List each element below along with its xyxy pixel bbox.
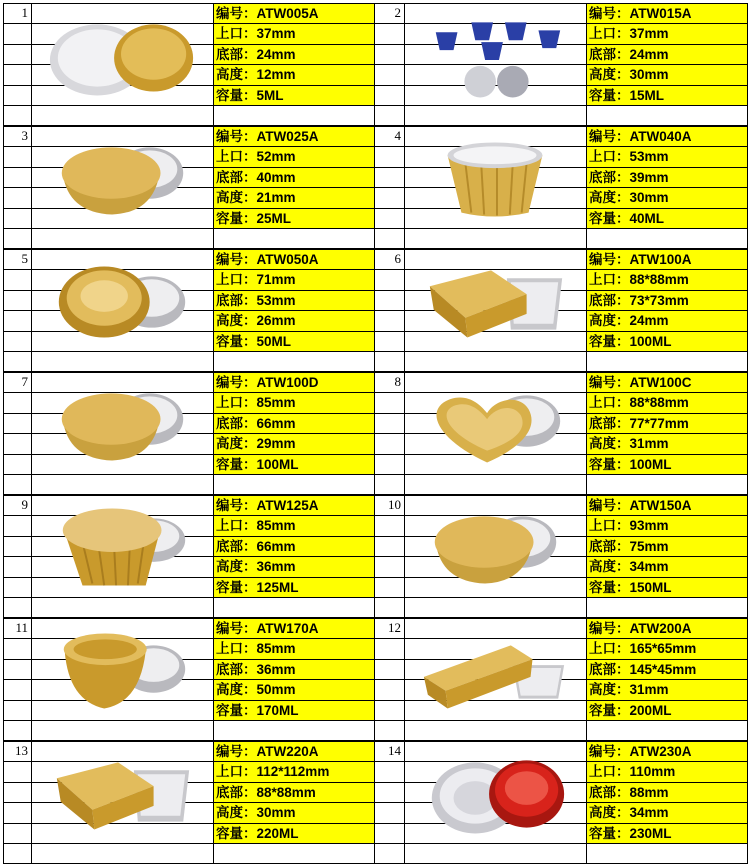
spec-bottom-diameter: 底部：88mm [587, 783, 747, 802]
spec-height: 高度：30mm [587, 65, 747, 85]
product-image [416, 132, 574, 224]
product-image [43, 747, 201, 839]
spec-capacity: 容量：100ML [587, 455, 747, 474]
grid-line [3, 843, 748, 844]
item-number: 1 [21, 5, 28, 20]
item-number: 13 [15, 743, 28, 758]
spec-capacity: 容量：100ML [214, 455, 374, 474]
spec-height: 高度：31mm [587, 434, 747, 454]
spec-code: 编号：ATW005A [214, 4, 374, 23]
grid-line [3, 105, 748, 106]
product-image [416, 747, 574, 839]
spec-capacity: 容量：200ML [587, 701, 747, 720]
item-number: 14 [388, 743, 401, 758]
spec-top-diameter: 上口：85mm [214, 516, 374, 536]
item-number: 4 [394, 128, 401, 143]
spec-bottom-diameter: 底部：24mm [587, 45, 747, 64]
spec-bottom-diameter: 底部：66mm [214, 537, 374, 556]
spec-top-diameter: 上口：37mm [587, 24, 747, 44]
item-number: 3 [21, 128, 28, 143]
spec-top-diameter: 上口：112*112mm [214, 762, 374, 782]
grid-line [3, 228, 748, 229]
item-number: 9 [21, 497, 28, 512]
spec-code: 编号：ATW025A [214, 127, 374, 146]
product-image [416, 255, 574, 347]
spec-top-diameter: 上口：37mm [214, 24, 374, 44]
item-number: 10 [388, 497, 401, 512]
product-image [416, 378, 574, 470]
grid-line [404, 3, 405, 864]
spec-bottom-diameter: 底部：145*45mm [587, 660, 747, 679]
spec-capacity: 容量：5ML [214, 86, 374, 105]
spec-bottom-diameter: 底部：77*77mm [587, 414, 747, 433]
spec-capacity: 容量：25ML [214, 209, 374, 228]
spec-code: 编号：ATW125A [214, 496, 374, 515]
spec-capacity: 容量：125ML [214, 578, 374, 597]
spec-top-diameter: 上口：85mm [214, 639, 374, 659]
item-number: 8 [394, 374, 401, 389]
spec-height: 高度：26mm [214, 311, 374, 331]
spec-code: 编号：ATW200A [587, 619, 747, 638]
item-number: 6 [394, 251, 401, 266]
spec-code: 编号：ATW100A [587, 250, 747, 269]
item-number: 11 [15, 620, 28, 635]
grid-line [3, 597, 748, 598]
spec-code: 编号：ATW220A [214, 742, 374, 761]
spec-top-diameter: 上口：110mm [587, 762, 747, 782]
spec-bottom-diameter: 底部：66mm [214, 414, 374, 433]
grid-line [747, 3, 748, 864]
spec-height: 高度：21mm [214, 188, 374, 208]
spec-capacity: 容量：50ML [214, 332, 374, 351]
product-image [416, 9, 574, 101]
grid-line [3, 351, 748, 352]
spec-code: 编号：ATW170A [214, 619, 374, 638]
spec-top-diameter: 上口：88*88mm [587, 393, 747, 413]
spec-top-diameter: 上口：93mm [587, 516, 747, 536]
spec-capacity: 容量：40ML [587, 209, 747, 228]
spec-height: 高度：12mm [214, 65, 374, 85]
spec-height: 高度：30mm [214, 803, 374, 823]
item-number: 12 [388, 620, 401, 635]
spec-capacity: 容量：170ML [214, 701, 374, 720]
spec-height: 高度：29mm [214, 434, 374, 454]
grid-line [31, 3, 32, 864]
spec-capacity: 容量：230ML [587, 824, 747, 843]
spec-top-diameter: 上口：88*88mm [587, 270, 747, 290]
spec-code: 编号：ATW050A [214, 250, 374, 269]
spec-capacity: 容量：15ML [587, 86, 747, 105]
product-image [43, 132, 201, 224]
product-image [43, 501, 201, 593]
spec-capacity: 容量：150ML [587, 578, 747, 597]
spec-code: 编号：ATW040A [587, 127, 747, 146]
spec-code: 编号：ATW150A [587, 496, 747, 515]
item-number: 2 [394, 5, 401, 20]
spec-code: 编号：ATW015A [587, 4, 747, 23]
spec-capacity: 容量：100ML [587, 332, 747, 351]
spec-height: 高度：36mm [214, 557, 374, 577]
spec-top-diameter: 上口：71mm [214, 270, 374, 290]
spec-top-diameter: 上口：53mm [587, 147, 747, 167]
spec-bottom-diameter: 底部：36mm [214, 660, 374, 679]
spec-code: 编号：ATW230A [587, 742, 747, 761]
item-number: 5 [21, 251, 28, 266]
product-image [43, 624, 201, 716]
spec-top-diameter: 上口：52mm [214, 147, 374, 167]
grid-line [3, 720, 748, 721]
spec-top-diameter: 上口：165*65mm [587, 639, 747, 659]
spec-bottom-diameter: 底部：53mm [214, 291, 374, 310]
spec-code: 编号：ATW100D [214, 373, 374, 392]
spec-height: 高度：50mm [214, 680, 374, 700]
spec-bottom-diameter: 底部：39mm [587, 168, 747, 187]
spec-top-diameter: 上口：85mm [214, 393, 374, 413]
product-image [43, 255, 201, 347]
spec-height: 高度：34mm [587, 803, 747, 823]
spec-height: 高度：30mm [587, 188, 747, 208]
spec-height: 高度：34mm [587, 557, 747, 577]
spec-bottom-diameter: 底部：88*88mm [214, 783, 374, 802]
spec-bottom-diameter: 底部：75mm [587, 537, 747, 556]
item-number: 7 [21, 374, 28, 389]
spec-height: 高度：24mm [587, 311, 747, 331]
product-image [416, 501, 574, 593]
grid-line [3, 474, 748, 475]
spec-bottom-diameter: 底部：40mm [214, 168, 374, 187]
spec-bottom-diameter: 底部：24mm [214, 45, 374, 64]
spec-height: 高度：31mm [587, 680, 747, 700]
product-image [43, 378, 201, 470]
product-image [416, 624, 574, 716]
product-image [43, 9, 201, 101]
spec-capacity: 容量：220ML [214, 824, 374, 843]
spec-bottom-diameter: 底部：73*73mm [587, 291, 747, 310]
spec-code: 编号：ATW100C [587, 373, 747, 392]
